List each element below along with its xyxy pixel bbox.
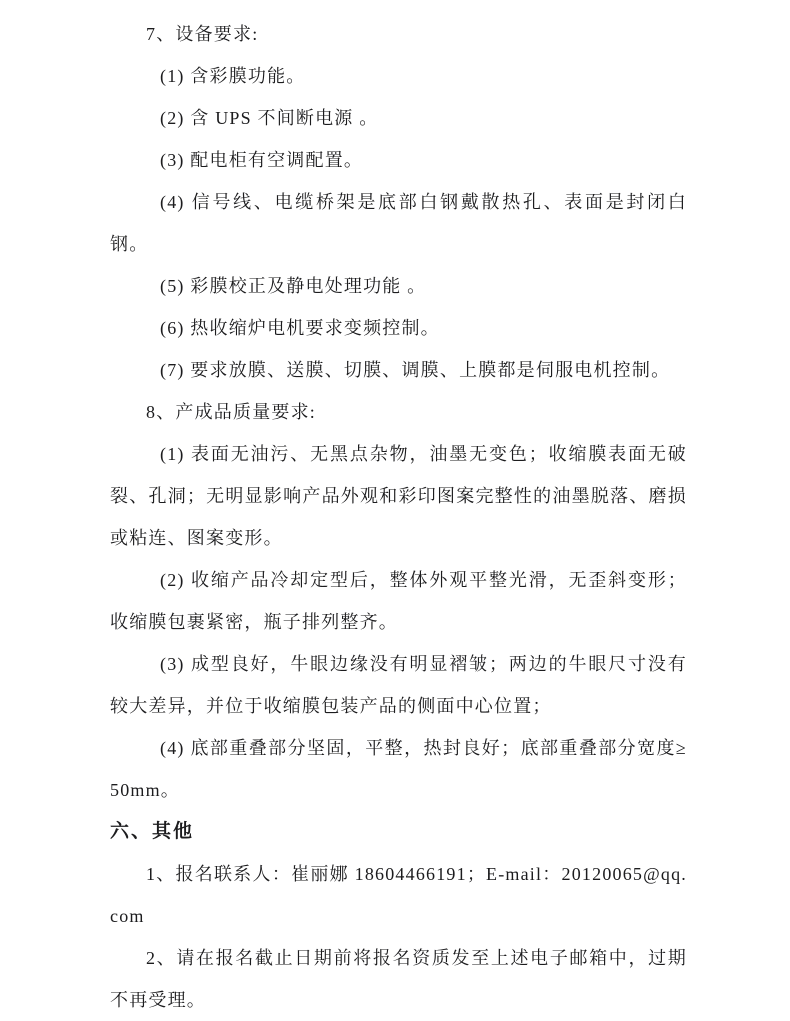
- equipment-requirement-5: (5) 彩膜校正及静电处理功能 。: [160, 276, 427, 296]
- equipment-requirement-6: (6) 热收缩炉电机要求变频控制。: [160, 318, 440, 338]
- equipment-requirement-1: (1) 含彩膜功能。: [160, 66, 306, 86]
- quality-requirement-4: (4) 底部重叠部分坚固，平整，热封良好；底部重叠部分宽度≥50mm。: [110, 738, 687, 800]
- equipment-requirement-3: (3) 配电柜有空调配置。: [160, 150, 364, 170]
- equipment-requirement-7: (7) 要求放膜、送膜、切膜、调膜、上膜都是伺服电机控制。: [160, 360, 671, 380]
- quality-requirement-3: (3) 成型良好，牛眼边缘没有明显褶皱；两边的牛眼尺寸没有较大差异，并位于收缩膜包装产品的侧面中心位置；: [110, 654, 687, 716]
- heading-product-quality-requirements: 8、产成品质量要求:: [146, 402, 317, 422]
- equipment-requirement-2: (2) 含 UPS 不间断电源 。: [160, 108, 379, 128]
- heading-equipment-requirements: 7、设备要求:: [146, 24, 259, 44]
- quality-requirement-1: (1) 表面无油污、无黑点杂物，油墨无变色；收缩膜表面无破裂、孔洞；无明显影响产品外观和彩印图案完整性的油墨脱落、磨损或粘连、图案变形。: [110, 444, 687, 548]
- section-heading-others: 六、其他: [110, 821, 195, 842]
- equipment-requirement-4: (4) 信号线、电缆桥架是底部白钢戴散热孔、表面是封闭白钢。: [110, 192, 687, 254]
- contact-info-line: 1、报名联系人：崔丽娜 18604466191；E-mail：20120065@qq.com: [110, 864, 687, 926]
- deadline-instruction-line: 2、请在报名截止日期前将报名资质发至上述电子邮箱中，过期不再受理。: [110, 948, 687, 1010]
- quality-requirement-2: (2) 收缩产品冷却定型后，整体外观平整光滑，无歪斜变形；收缩膜包裹紧密，瓶子排列整齐。: [110, 570, 687, 632]
